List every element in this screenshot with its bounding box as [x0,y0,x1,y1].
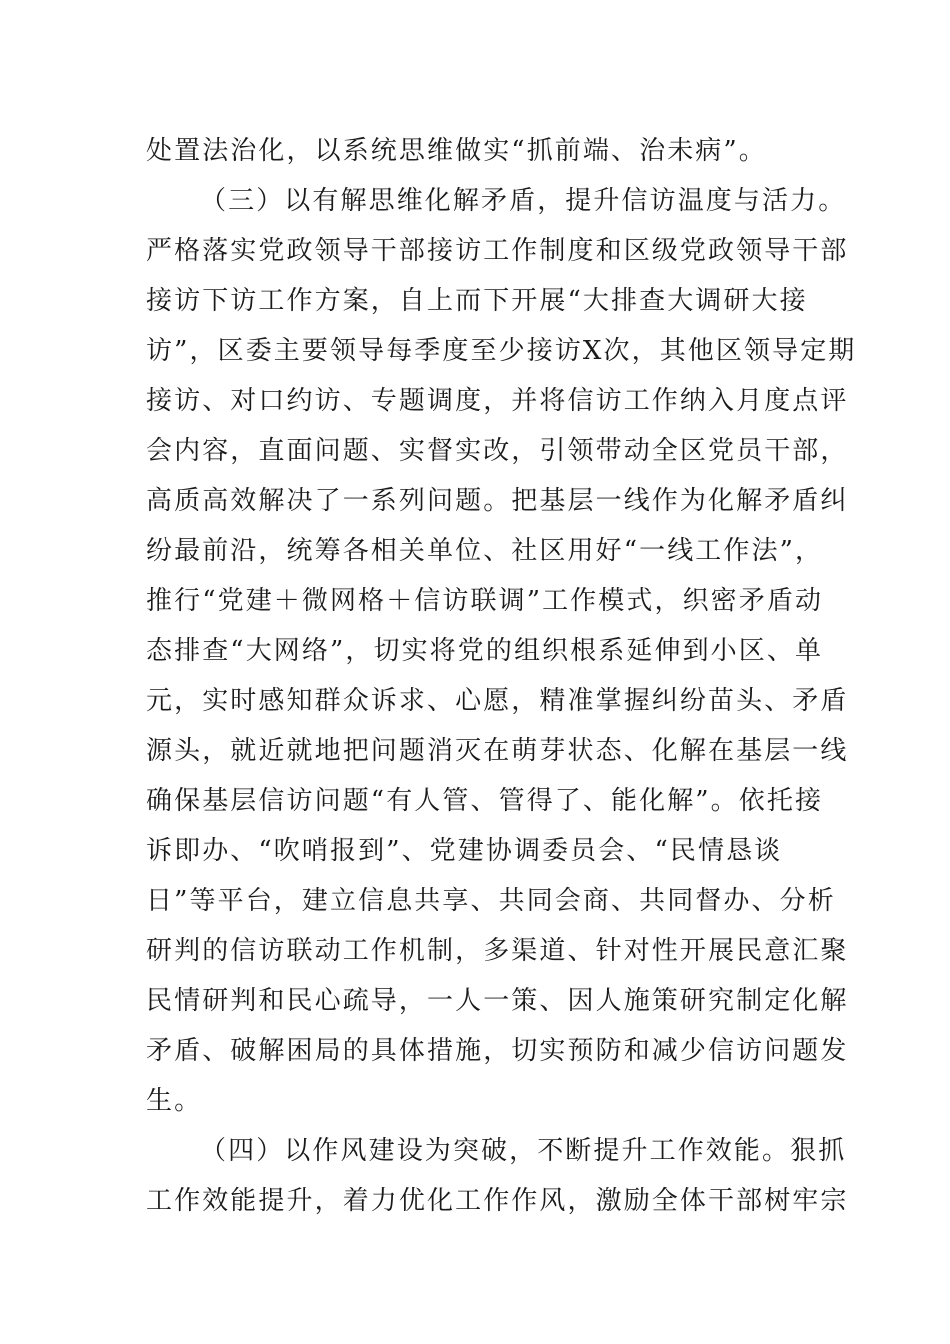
text-line: 访”，区委主要领导每季度至少接访X次，其他区领导定期 [146,336,857,366]
text-line: 会内容，直面问题、实督实改，引领带动全区党员干部， [146,436,849,466]
text-line: 高质高效解决了一系列问题。把基层一线作为化解矛盾纠 [146,486,849,516]
section-heading-4: （四）以作风建设为突破，不断提升工作效能。狠抓 [200,1136,847,1166]
section-heading-3: （三）以有解思维化解矛盾，提升信访温度与活力。 [200,186,847,216]
text-line: 研判的信访联动工作机制，多渠道、针对性开展民意汇聚 [146,936,849,966]
text-line: 源头，就近就地把问题消灭在萌芽状态、化解在基层一线 [146,736,849,766]
text-line: 确保基层信访问题“有人管、管得了、能化解”。依托接 [146,786,824,816]
text-line: 纷最前沿，统筹各相关单位、社区用好“一线工作法”， [146,536,824,566]
text-line: 诉即办、“吹哨报到”、党建协调委员会、“民情恳谈 [146,836,783,866]
text-line: 严格落实党政领导干部接访工作制度和区级党政领导干部 [146,236,849,266]
text-line: 生。 [146,1086,203,1116]
text-line: 日”等平台，建立信息共享、共同会商、共同督办、分析 [146,886,836,916]
text-line: 矛盾、破解困局的具体措施，切实预防和减少信访问题发 [146,1036,849,1066]
text-line: 推行“党建＋微网格＋信访联调”工作模式，织密矛盾动 [146,586,824,616]
text-line: 处置法治化，以系统思维做实“抓前端、治未病”。 [146,136,767,166]
text-line: 态排查“大网络”，切实将党的组织根系延伸到小区、单 [146,636,824,666]
text-line: 工作效能提升，着力优化工作作风，激励全体干部树牢宗 [146,1186,849,1216]
text-line: 接访下访工作方案，自上而下开展“大排查大调研大接 [146,286,808,316]
text-line: 接访、对口约访、专题调度，并将信访工作纳入月度点评 [146,386,849,416]
text-line: 元，实时感知群众诉求、心愿，精准掌握纠纷苗头、矛盾 [146,686,849,716]
text-line: 民情研判和民心疏导，一人一策、因人施策研究制定化解 [146,986,849,1016]
